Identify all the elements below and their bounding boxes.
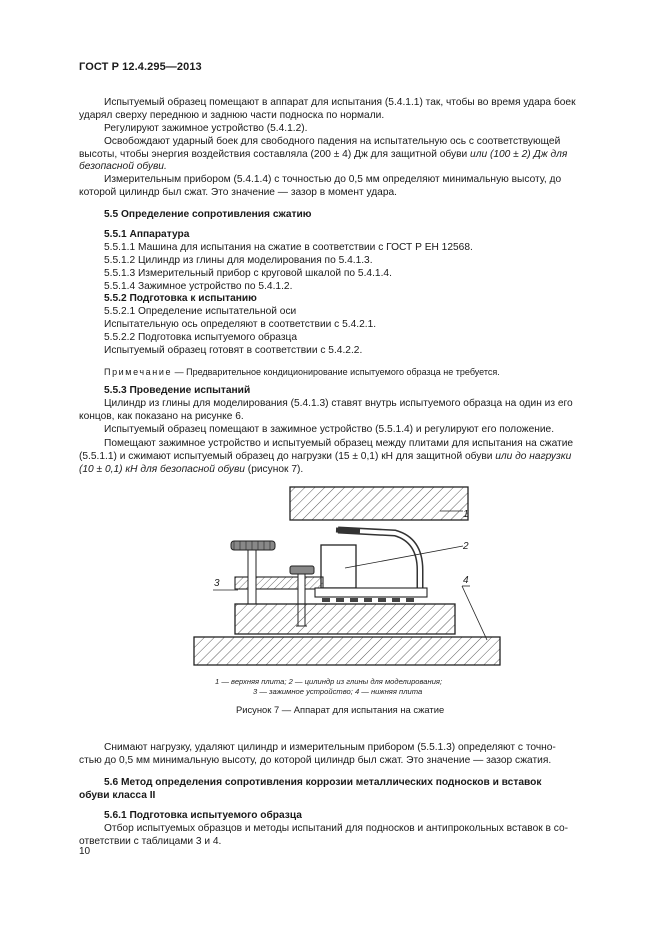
paragraph-line: Отбор испытуемых образцов и методы испытаний для подносков и антипрокольных вставок в со- <box>104 823 569 834</box>
paragraph-line: Помещают зажимное устройство и испытуемый образец между плитами для испытания на сжатие <box>104 438 574 449</box>
list-item: 5.5.1.2 Цилиндр из глины для моделирования по 5.4.1.3. <box>104 255 373 266</box>
clamp-base <box>235 604 455 634</box>
subsection-heading: 5.5.2 Подготовка к испытанию <box>104 293 257 304</box>
figure-label: 2 <box>463 541 469 552</box>
text-run-italic: (10 ± 0,1) кН для безопасной обуви <box>79 464 245 475</box>
list-item: 5.5.1.1 Машина для испытания на сжатие в соответствии с ГОСТ Р ЕН 12568. <box>104 242 473 253</box>
paragraph-line: Регулируют зажимное устройство (5.4.1.2). <box>104 123 308 134</box>
list-item: 5.5.1.4 Зажимное устройство по 5.4.1.2. <box>104 281 293 292</box>
text-run: (рисунок 7). <box>244 464 304 475</box>
paragraph-line: стью до 0,5 мм минимальную высоту, до которой цилиндр был сжат. Это значение — зазор сжатия. <box>79 755 552 766</box>
figure-caption: Рисунок 7 — Аппарат для испытания на сжатие <box>236 704 445 715</box>
paragraph-line: которой цилиндр был сжат. Это значение — зазор в момент удара. <box>79 187 397 198</box>
paragraph-line: ударял сверху переднюю и заднюю части подноска по нормали. <box>79 110 385 121</box>
paragraph-line <box>79 463 303 476</box>
figure-legend: 3 — зажимное устройство; 4 — нижняя плита <box>253 687 423 696</box>
subsection-heading: 5.5.3 Проведение испытаний <box>104 385 251 396</box>
paragraph-line: концов, как показано на рисунке 6. <box>79 411 244 422</box>
clamp-screw-head <box>231 541 275 550</box>
paragraph-line <box>79 450 571 463</box>
paragraph-line: Освобождают ударный боек для свободного падения на испытательную ось с соответствующей <box>104 136 561 147</box>
figure-label: 1 <box>463 509 469 520</box>
paragraph-line: Измерительным прибором (5.4.1.4) с точностью до 0,5 мм определяют минимальную высоту, до <box>104 174 562 185</box>
subsection-heading: 5.6.1 Подготовка испытуемого образца <box>104 810 302 821</box>
upper-plate <box>290 487 468 520</box>
list-item: Испытательную ось определяют в соответствии с 5.4.2.1. <box>104 319 377 330</box>
clay-cylinder <box>321 545 356 588</box>
section-heading: обуви класса II <box>79 790 156 801</box>
sample-sole <box>315 588 427 597</box>
text-run: высоты, чтобы энергия воздействия составляла (200 ± 4) Дж для защитной обуви <box>79 149 471 160</box>
list-item: 5.5.2.1 Определение испытательной оси <box>104 306 297 317</box>
document-header: ГОСТ Р 12.4.295—2013 <box>79 61 202 73</box>
subsection-heading: 5.5.1 Аппаратура <box>104 229 190 240</box>
text-run-italic: или до нагрузки <box>495 451 572 462</box>
paragraph-line: Снимают нагрузку, удаляют цилиндр и измерительным прибором (5.5.1.3) определяют с точно- <box>104 742 556 753</box>
lower-plate <box>194 637 500 665</box>
page-number: 10 <box>79 846 91 857</box>
note-label: Примечание <box>104 367 173 377</box>
figure-legend: 1 — верхняя плита; 2 — цилиндр из глины для моделирования; <box>215 677 443 686</box>
clamp-screw-head <box>290 566 314 574</box>
paragraph-line: Испытуемый образец помещают в аппарат для испытания (5.4.1.1) так, чтобы во время удара боек <box>104 97 576 108</box>
note-text: — Предварительное кондиционирование испытуемого образца не требуется. <box>172 367 500 377</box>
paragraph-line: безопасной обуви. <box>79 161 167 172</box>
text-run: (5.5.1.1) и сжимают испытуемый образец до нагрузки (15 ± 0,1) кН для защитной обуви <box>79 451 496 462</box>
note <box>104 366 500 378</box>
figure-label: 3 <box>214 578 220 589</box>
list-item: Испытуемый образец готовят в соответствии с 5.4.2.2. <box>104 345 363 356</box>
list-item: 5.5.1.3 Измерительный прибор с круговой шкалой по 5.4.1.4. <box>104 268 392 279</box>
paragraph-line: Испытуемый образец помещают в зажимное устройство (5.5.1.4) и регулируют его положение. <box>104 424 555 435</box>
section-heading: 5.6 Метод определения сопротивления коррозии металлических подносков и вставок <box>104 777 542 788</box>
figure-label: 4 <box>463 575 469 586</box>
paragraph-line: ответствии с таблицами 3 и 4. <box>79 836 222 847</box>
text-run-italic: или (100 ± 2) Дж для <box>470 149 568 160</box>
list-item: 5.5.2.2 Подготовка испытуемого образца <box>104 332 298 343</box>
paragraph-line: Цилиндр из глины для моделирования (5.4.1.3) ставят внутрь испытуемого образца на один из его <box>104 398 573 409</box>
figure-apparatus <box>190 480 510 675</box>
section-heading: 5.5 Определение сопротивления сжатию <box>104 209 312 220</box>
